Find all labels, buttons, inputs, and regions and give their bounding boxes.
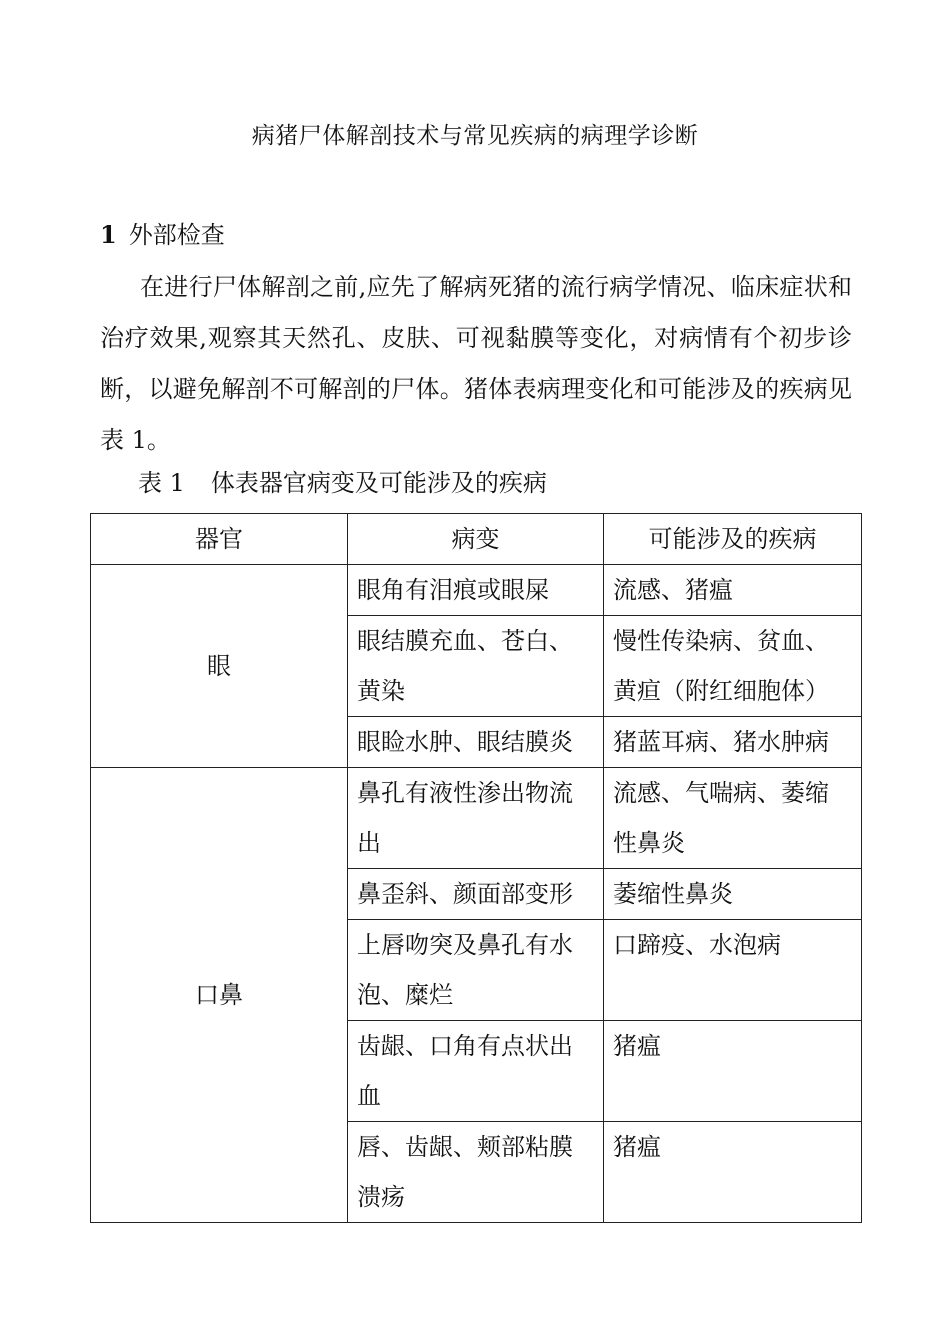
lesion-cell: 眼结膜充血、苍白、黄染	[348, 616, 604, 717]
lesion-cell: 上唇吻突及鼻孔有水泡、糜烂	[348, 920, 604, 1021]
lesion-cell: 鼻歪斜、颜面部变形	[348, 869, 604, 920]
section-title: 外部检查	[128, 221, 225, 249]
lesion-cell: 眼角有泪痕或眼屎	[348, 565, 604, 616]
header-organ: 器官	[91, 514, 348, 565]
document-title: 病猪尸体解剖技术与常见疾病的病理学诊断	[251, 123, 699, 149]
organ-cell-eye: 眼	[91, 565, 348, 768]
lesion-cell: 眼睑水肿、眼结膜炎	[348, 717, 604, 768]
table-row	[91, 565, 862, 616]
disease-cell: 猪蓝耳病、猪水肿病	[604, 717, 862, 768]
header-disease: 可能涉及的疾病	[604, 514, 862, 565]
lesion-cell: 唇、齿龈、颊部粘膜溃疡	[348, 1122, 604, 1223]
disease-cell: 萎缩性鼻炎	[604, 869, 862, 920]
organ-cell-mouth-nose: 口鼻	[91, 768, 348, 1223]
table-header-row	[91, 514, 862, 565]
table-row	[91, 768, 862, 869]
lesion-cell: 齿龈、口角有点状出血	[348, 1021, 604, 1122]
disease-cell: 流感、气喘病、萎缩性鼻炎	[604, 768, 862, 869]
lesion-cell: 鼻孔有液性渗出物流出	[348, 768, 604, 869]
disease-cell: 猪瘟	[604, 1021, 862, 1122]
disease-cell: 慢性传染病、贫血、黄疸（附红细胞体）	[604, 616, 862, 717]
disease-cell: 口蹄疫、水泡病	[604, 920, 862, 1021]
table-caption	[138, 463, 547, 498]
header-lesion: 病变	[348, 514, 604, 565]
section-number: 1	[100, 220, 117, 249]
body-paragraph: 在进行尸体解剖之前,应先了解病死猪的流行病学情况、临床症状和治疗效果,观察其天然孔、皮肤、可视黏膜等变化，对病情有个初步诊断，以避免解剖不可解剖的尸体。猪体表病理变化和可能涉及的疾病见表 1。	[100, 273, 852, 454]
disease-cell: 猪瘟	[604, 1122, 862, 1223]
table-caption-text: 体表器官病变及可能涉及的疾病	[210, 469, 547, 497]
table-caption-label: 表 1	[138, 469, 185, 497]
lesion-table	[90, 513, 862, 1223]
section-heading	[100, 215, 225, 250]
disease-cell: 流感、猪瘟	[604, 565, 862, 616]
